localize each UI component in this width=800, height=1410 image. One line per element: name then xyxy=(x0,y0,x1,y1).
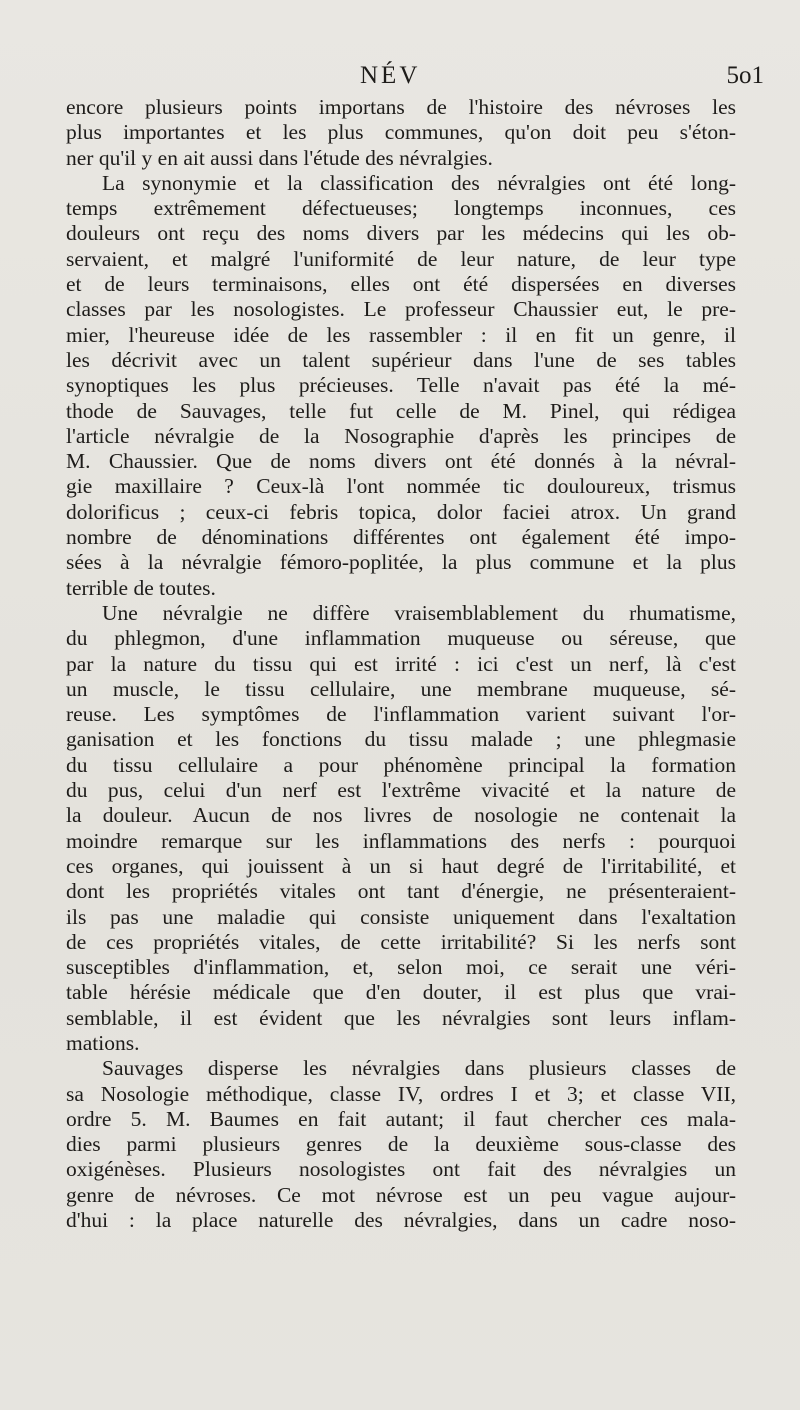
text-line: ils pas une maladie qui consiste uniquement dans l'exaltation xyxy=(66,904,736,929)
text-line: dies parmi plusieurs genres de la deuxième sous-classe des xyxy=(66,1132,736,1157)
text-line: Une névralgie ne diffère vraisemblablement du rhumatisme, xyxy=(102,600,736,625)
text-line: sa Nosologie méthodique, classe IV, ordres I et 3; et classe VII, xyxy=(66,1081,736,1106)
text-line: ner qu'il y en ait aussi dans l'étude des névralgies. xyxy=(66,145,493,170)
text-line: susceptibles d'inflammation, et, selon moi, ce serait une véri- xyxy=(66,955,736,980)
text-line: les décrivit avec un talent supérieur dans l'une de ses tables xyxy=(66,347,736,372)
text-line: La synonymie et la classification des névralgies ont été long- xyxy=(102,170,736,195)
text-line: ces organes, qui jouissent à un si haut degré de l'irritabilité, et xyxy=(66,853,736,878)
text-line: gie maxillaire ? Ceux-là l'ont nommée tic douloureux, trismus xyxy=(66,474,736,499)
paragraph-4 xyxy=(66,1056,736,1233)
text-line: terrible de toutes. xyxy=(66,575,216,600)
text-line: d'hui : la place naturelle des névralgies, dans un cadre noso- xyxy=(66,1208,736,1233)
text-line: de ces propriétés vitales, de cette irritabilité? Si les nerfs sont xyxy=(66,929,736,954)
text-line: synoptiques les plus précieuses. Telle n'avait pas été la mé- xyxy=(66,373,736,398)
text-line: l'article névralgie de la Nosographie d'après les principes de xyxy=(66,423,736,448)
text-line: servaient, et malgré l'uniformité de leur nature, de leur type xyxy=(66,246,736,271)
text-line: plus importantes et les plus communes, qu'on doit peu s'éton- xyxy=(66,120,736,145)
text-line: mier, l'heureuse idée de les rassembler : il en fit un genre, il xyxy=(66,322,736,347)
text-line: Sauvages disperse les névralgies dans plusieurs classes de xyxy=(102,1056,736,1081)
text-line: table hérésie médicale que d'en douter, il est plus que vrai- xyxy=(66,980,736,1005)
text-line: dont les propriétés vitales ont tant d'énergie, ne présenteraient- xyxy=(66,879,736,904)
paragraph-3 xyxy=(66,601,736,1056)
running-head xyxy=(0,62,800,92)
text-line: par la nature du tissu qui est irrité : ici c'est un nerf, là c'est xyxy=(66,651,736,676)
text-line: nombre de dénominations différentes ont également été impo- xyxy=(66,525,736,550)
text-line: sées à la névralgie fémoro-poplitée, la plus commune et la plus xyxy=(66,550,736,575)
text-line: moindre remarque sur les inflammations des nerfs : pourquoi xyxy=(66,828,736,853)
text-line: reuse. Les symptômes de l'inflammation varient suivant l'or- xyxy=(66,702,736,727)
text-line: M. Chaussier. Que de noms divers ont été donnés à la névral- xyxy=(66,449,736,474)
text-line: genre de névroses. Ce mot névrose est un peu vague aujour- xyxy=(66,1182,736,1207)
text-line: un muscle, le tissu cellulaire, une membrane muqueuse, sé- xyxy=(66,676,736,701)
text-line: dolorificus ; ceux-ci febris topica, dolor faciei atrox. Un grand xyxy=(66,499,736,524)
text-line: thode de Sauvages, telle fut celle de M. Pinel, qui rédigea xyxy=(66,398,736,423)
text-line: temps extrêmement défectueuses; longtemps inconnues, ces xyxy=(66,196,736,221)
text-line: semblable, il est évident que les névralgies sont leurs inflam- xyxy=(66,1005,736,1030)
text-line: oxigénèses. Plusieurs nosologistes ont fait des névralgies un xyxy=(66,1157,736,1182)
text-line: ganisation et les fonctions du tissu malade ; une phlegmasie xyxy=(66,727,736,752)
text-line: douleurs ont reçu des noms divers par les médecins qui les ob- xyxy=(66,221,736,246)
page-number: 5o1 xyxy=(726,62,764,89)
text-line: du phlegmon, d'une inflammation muqueuse ou séreuse, que xyxy=(66,626,736,651)
paragraph-2 xyxy=(66,171,736,601)
body-text xyxy=(66,95,736,1233)
text-line: du pus, celui d'un nerf est l'extrême vivacité et la nature de xyxy=(66,778,736,803)
text-line: la douleur. Aucun de nos livres de nosologie ne contenait la xyxy=(66,803,736,828)
text-line: du tissu cellulaire a pour phénomène principal la formation xyxy=(66,752,736,777)
paragraph-1 xyxy=(66,95,736,171)
running-head-title: NÉV xyxy=(360,62,421,89)
text-line: mations. xyxy=(66,1030,140,1055)
text-line: encore plusieurs points importans de l'histoire des névroses les xyxy=(66,95,736,119)
text-line: classes par les nosologistes. Le professeur Chaussier eut, le pre- xyxy=(66,297,736,322)
text-line: ordre 5. M. Baumes en fait autant; il faut chercher ces mala- xyxy=(66,1106,736,1131)
text-line: et de leurs terminaisons, elles ont été dispersées en diverses xyxy=(66,272,736,297)
